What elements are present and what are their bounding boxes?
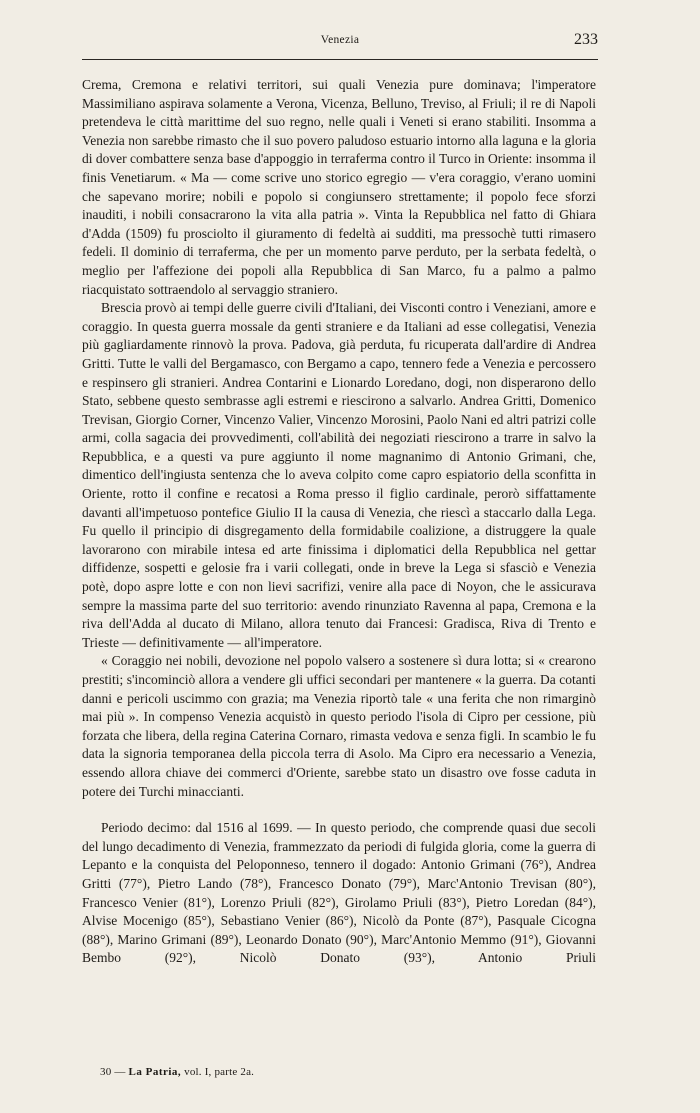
running-title: Venezia — [320, 34, 360, 46]
paragraph: Brescia provò ai tempi delle guerre civili d'Italiani, dei Visconti contro i Veneziani, amore e coraggio. In questa guerra mossale da genti straniere e da Italiani ad esse collegatisi, Venezia più gagliardamente rinnovò la prova. Padova, già perduta, fu ricuperata dall'ardire di Andrea Gritti. Tutte le valli del Bergamasco, con Bergamo a capo, tennero fede a Venezia e percossero e respinsero gli stranieri. Andrea Contarini e Lionardo Loredano, dogi, non disperarono dello Stato, sebbene questo sembrasse agli estremi e riescirono a salvarlo. Andrea Gritti, Domenico Trevisan, Giorgio Corner, Vincenzo Valier, Vincenzo Morosini, Paolo Nani ed altri patrizi colle armi, colla sagacia dei provvedimenti, coll'abilità dei negoziati riescirono a trarre in salvo la Repubblica, e a questi va pure aggiunto il nome magnanimo di Antonio Grimani, che, dimentico dell'ingiusta sentenza che lo aveva colpito come capro espiatorio della sconfitta in Oriente, rotto il confine e recatosi a Roma presso il figlio cardinale, perorò siffattamente davanti all'impetuoso pontefice Giulio II la causa di Venezia, che riescì a staccarlo dalla Lega. Fu quello il principio di disgregamento della formidabile coalizione, a distruggere la quale lavorarono con mirabile intesa ed arte finissima i diplomatici della Repubblica nel gettar diffidenze, sospetti e gelosie fra i varii collegati, onde in breve la Lega si sfasciò e Venezia potè, dopo aspre lotte e con non lievi sacrifizi, venire alla pace di Noyon, che le assicurava sempre la massima parte del suo territorio: avendo rinunziato Ravenna al papa, Cremona e la riva dell'Adda al ducato di Milano, allora tenuto dai Francesi: Gradisca, Riva di Trento e Trieste — definitivamente — all'imperatore. — [82, 300, 596, 650]
volume-info: vol. I, parte 2a. — [184, 1066, 255, 1078]
page-header — [82, 30, 598, 52]
work-title: La Patria, — [128, 1066, 182, 1078]
signature-number: 30 — [100, 1066, 112, 1078]
paragraph: Crema, Cremona e relativi territori, sui quali Venezia pure dominava; l'imperatore Massimiliano aspirava solamente a Verona, Vicenza, Belluno, Treviso, al Friuli; il re di Napoli pretendeva le città marittime del suo regno, nelle quali i Veneti si erano stabiliti. Insomma a Venezia non sarebbe rimasto che il suo povero paludoso estuario intorno alla laguna e la gloria di dover combattere senza base d'appoggio in terraferma contro il Turco in Oriente: insomma il finis Venetiarum. « Ma — come scrive uno storico egregio — v'era coraggio, v'erano uomini che sapevano morire; nobili e popolo si congiunsero strettamente; il popolo fece sforzi inauditi, i nobili consacrarono la vita alla patria ». Vinta la Repubblica nel fatto di Ghiara d'Adda (1509) fu prosciolto il giuramento di fedeltà ai sudditi, ma pressochè tutti rimasero fedeli. Il dominio di terraferma, che per un momento parve perduto, per la serbata fedeltà, o meglio per l'affezione dei popoli alla Repubblica di San Marco, fu a palmo a palmo riacquistato sottraendolo al servaggio straniero. — [82, 77, 596, 297]
page-number: 233 — [574, 31, 598, 48]
header-rule — [82, 59, 598, 60]
body-text — [82, 76, 596, 968]
signature-footer — [100, 1066, 254, 1078]
signature-dash: — — [114, 1066, 126, 1078]
paragraph: « Coraggio nei nobili, devozione nel popolo valsero a sostenere sì dura lotta; si « crearono prestiti; s'incominciò allora a vendere gli uffici secondari per mantenere « la guerra. Da cotanti danni e pericoli uscimmo con grazia; ma Venezia riportò tale « una ferita che non rimarginò mai più ». In compenso Venezia acquistò in questo periodo l'isola di Cipro per cessione, più forzata che libera, della regina Caterina Cornaro, rimasta vedova e senza figli. In scambio le fu data la signoria temporanea della piccola terra di Asolo. Ma Cipro era necessario a Venezia, essendo allora chiave dei commerci d'Oriente, sarebbe stato un disastro ove fosse caduta in potere dei Turchi minaccianti. — [82, 653, 596, 799]
paragraph: Periodo decimo: dal 1516 al 1699. — In questo periodo, che comprende quasi due secoli del lungo decadimento di Venezia, frammezzato da periodi di fulgida gloria, come la guerra di Lepanto e la conquista del Peloponneso, tennero il dogado: Antonio Grimani (76°), Andrea Gritti (77°), Pietro Lando (78°), Francesco Donato (79°), Marc'Antonio Trevisan (80°), Francesco Venier (81°), Lorenzo Priuli (82°), Girolamo Priuli (83°), Pietro Loredan (84°), Alvise Mocenigo (85°), Sebastiano Venier (86°), Nicolò da Ponte (87°), Pasquale Cicogna (88°), Marino Grimani (89°), Leonardo Donato (90°), Marc'Antonio Memmo (91°), Giovanni Bembo (92°), Nicolò Donato (93°), Antonio Priuli — [82, 820, 596, 966]
